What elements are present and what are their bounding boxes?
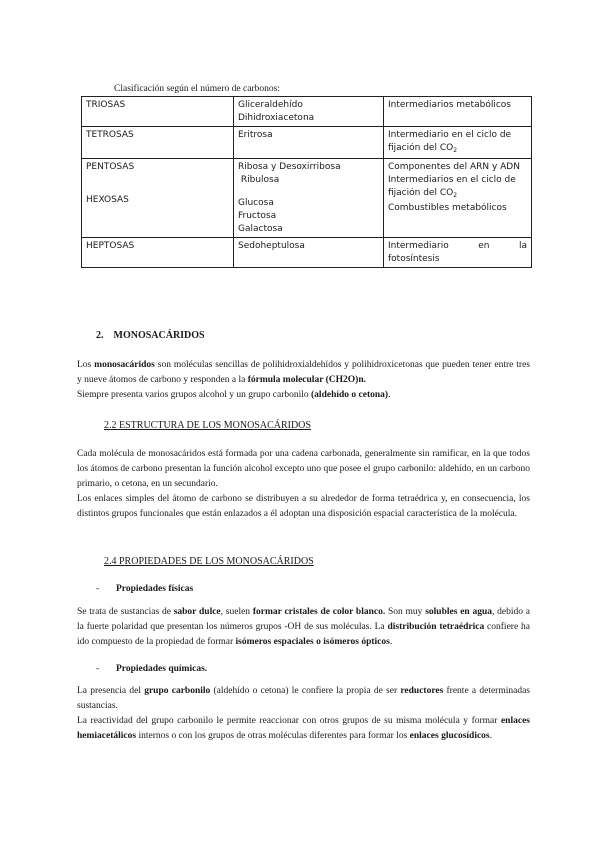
type-label: HEXOSAS	[86, 195, 129, 205]
role-text: en	[478, 241, 490, 251]
role-text: Intermediario	[388, 241, 449, 251]
table-caption: Clasificación según el número de carbonos:	[114, 84, 280, 94]
example: Gliceraldehído	[238, 100, 303, 110]
role-line: fotosíntesis	[388, 254, 440, 264]
bullet-dash: -	[96, 664, 100, 674]
subscript: 2	[453, 147, 458, 154]
section-heading-monosacaridos	[96, 330, 205, 341]
cell-type: TRIOSAS	[82, 97, 234, 127]
section-number: 2.	[96, 330, 104, 341]
intro-paragraph: Los monosacáridos son moléculas sencillas de polihidroxialdehídos y polihidroxicetonas que pueden tener entre tres y nueve átomos de carbono y responden a la fórmula molecular (CH2O)n. Siempre presenta varios grupos alcohol y un grupo carbonilo (aldehído o cetona).	[77, 360, 530, 400]
cell-type: HEPTOSAS	[82, 238, 234, 268]
table-row	[82, 97, 532, 127]
role-line	[388, 187, 527, 202]
fisicas-paragraph: Se trata de sustancias de sabor dulce, suelen formar cristales de color blanco. Son muy solubles en agua, debido a la fuerte polaridad que presentan los números grupos -OH de sus moléculas. La distribución tetraédrica confiere ha ido compuesto de la propiedad de formar isómeros espaciales o isómeros ópticos.	[77, 607, 531, 647]
role-line: Combustibles metabólicos	[388, 203, 507, 213]
role-line	[388, 142, 527, 157]
bullet-title: Propiedades físicas	[116, 584, 194, 594]
cell-type: TETROSAS	[82, 127, 234, 159]
example: Galactosa	[238, 224, 283, 234]
subscript: 2	[453, 192, 458, 199]
cell-examples	[234, 97, 384, 127]
example: Glucosa	[238, 198, 274, 208]
bullet-fisicas	[96, 584, 193, 594]
quimicas-paragraph: La presencia del grupo carbonilo (aldehído o cetona) le confiere la propia de ser reductores frente a determinadas sustancias. La reactividad del grupo carbonilo le permite reaccionar con otros grupos de su misma molécula y formar enlaces hemiacetálicos internos o con los grupos de otras moléculas diferentes para formar los enlaces glucosídicos.	[77, 686, 531, 741]
role-text: la	[518, 241, 527, 251]
example: Eritrosa	[238, 130, 273, 140]
role-line: Intermediarios en el ciclo de	[388, 175, 516, 185]
role-text: fijación del CO	[388, 143, 454, 153]
bullet-title: Propiedades químicas.	[116, 664, 208, 674]
example: Ribosa y Desoxirribosa	[238, 162, 341, 172]
bullet-dash: -	[96, 584, 100, 594]
estructura-paragraph-1: Cada molécula de monosacáridos está formada por una cadena carbonada, generalmente sin ramificar, en la que todos los átomos de carbono presentan la función alcohol excepto uno que posee el grupo carbonilo: aldehído, en un carbono primario, o cetona, en un secundario.	[77, 449, 530, 489]
type-label: PENTOSAS	[86, 162, 135, 172]
cell-type	[82, 159, 234, 238]
role-line: Intermediario en el ciclo de	[388, 130, 512, 140]
cell-role	[384, 238, 532, 268]
role-text: fijación del CO	[388, 188, 454, 198]
example: Ribulosa	[238, 175, 280, 185]
table-row	[82, 238, 532, 268]
cell-examples	[234, 159, 384, 238]
section-heading-propiedades: 2.4 PROPIEDADES DE LOS MONOSACÁRIDOS	[104, 556, 314, 567]
estructura-paragraph-2: Los enlaces simples del átomo de carbono se distribuyen a su alrededor de forma tetraédrica y, en consecuencia, los distintos grupos funcionales que están enlazados a él adoptan una disposición espacial característica de la molécula.	[77, 494, 530, 519]
cell-examples	[234, 238, 384, 268]
example: Fructosa	[238, 211, 277, 221]
table-row	[82, 127, 532, 159]
role-line: Intermediarios metabólicos	[388, 100, 511, 110]
bullet-quimicas	[96, 664, 207, 674]
section-title: MONOSACÁRIDOS	[113, 330, 205, 341]
cell-role	[384, 97, 532, 127]
section-heading-estructura: 2.2 ESTRUCTURA DE LOS MONOSACÁRIDOS	[104, 420, 311, 431]
cell-examples	[234, 127, 384, 159]
example: Sedoheptulosa	[238, 241, 305, 251]
role-line	[388, 240, 527, 253]
example: Dihidroxiacetona	[238, 113, 315, 123]
classification-table	[81, 96, 532, 268]
cell-role	[384, 127, 532, 159]
cell-role	[384, 159, 532, 238]
role-line: Componentes del ARN y ADN	[388, 162, 520, 172]
table-row	[82, 159, 532, 238]
